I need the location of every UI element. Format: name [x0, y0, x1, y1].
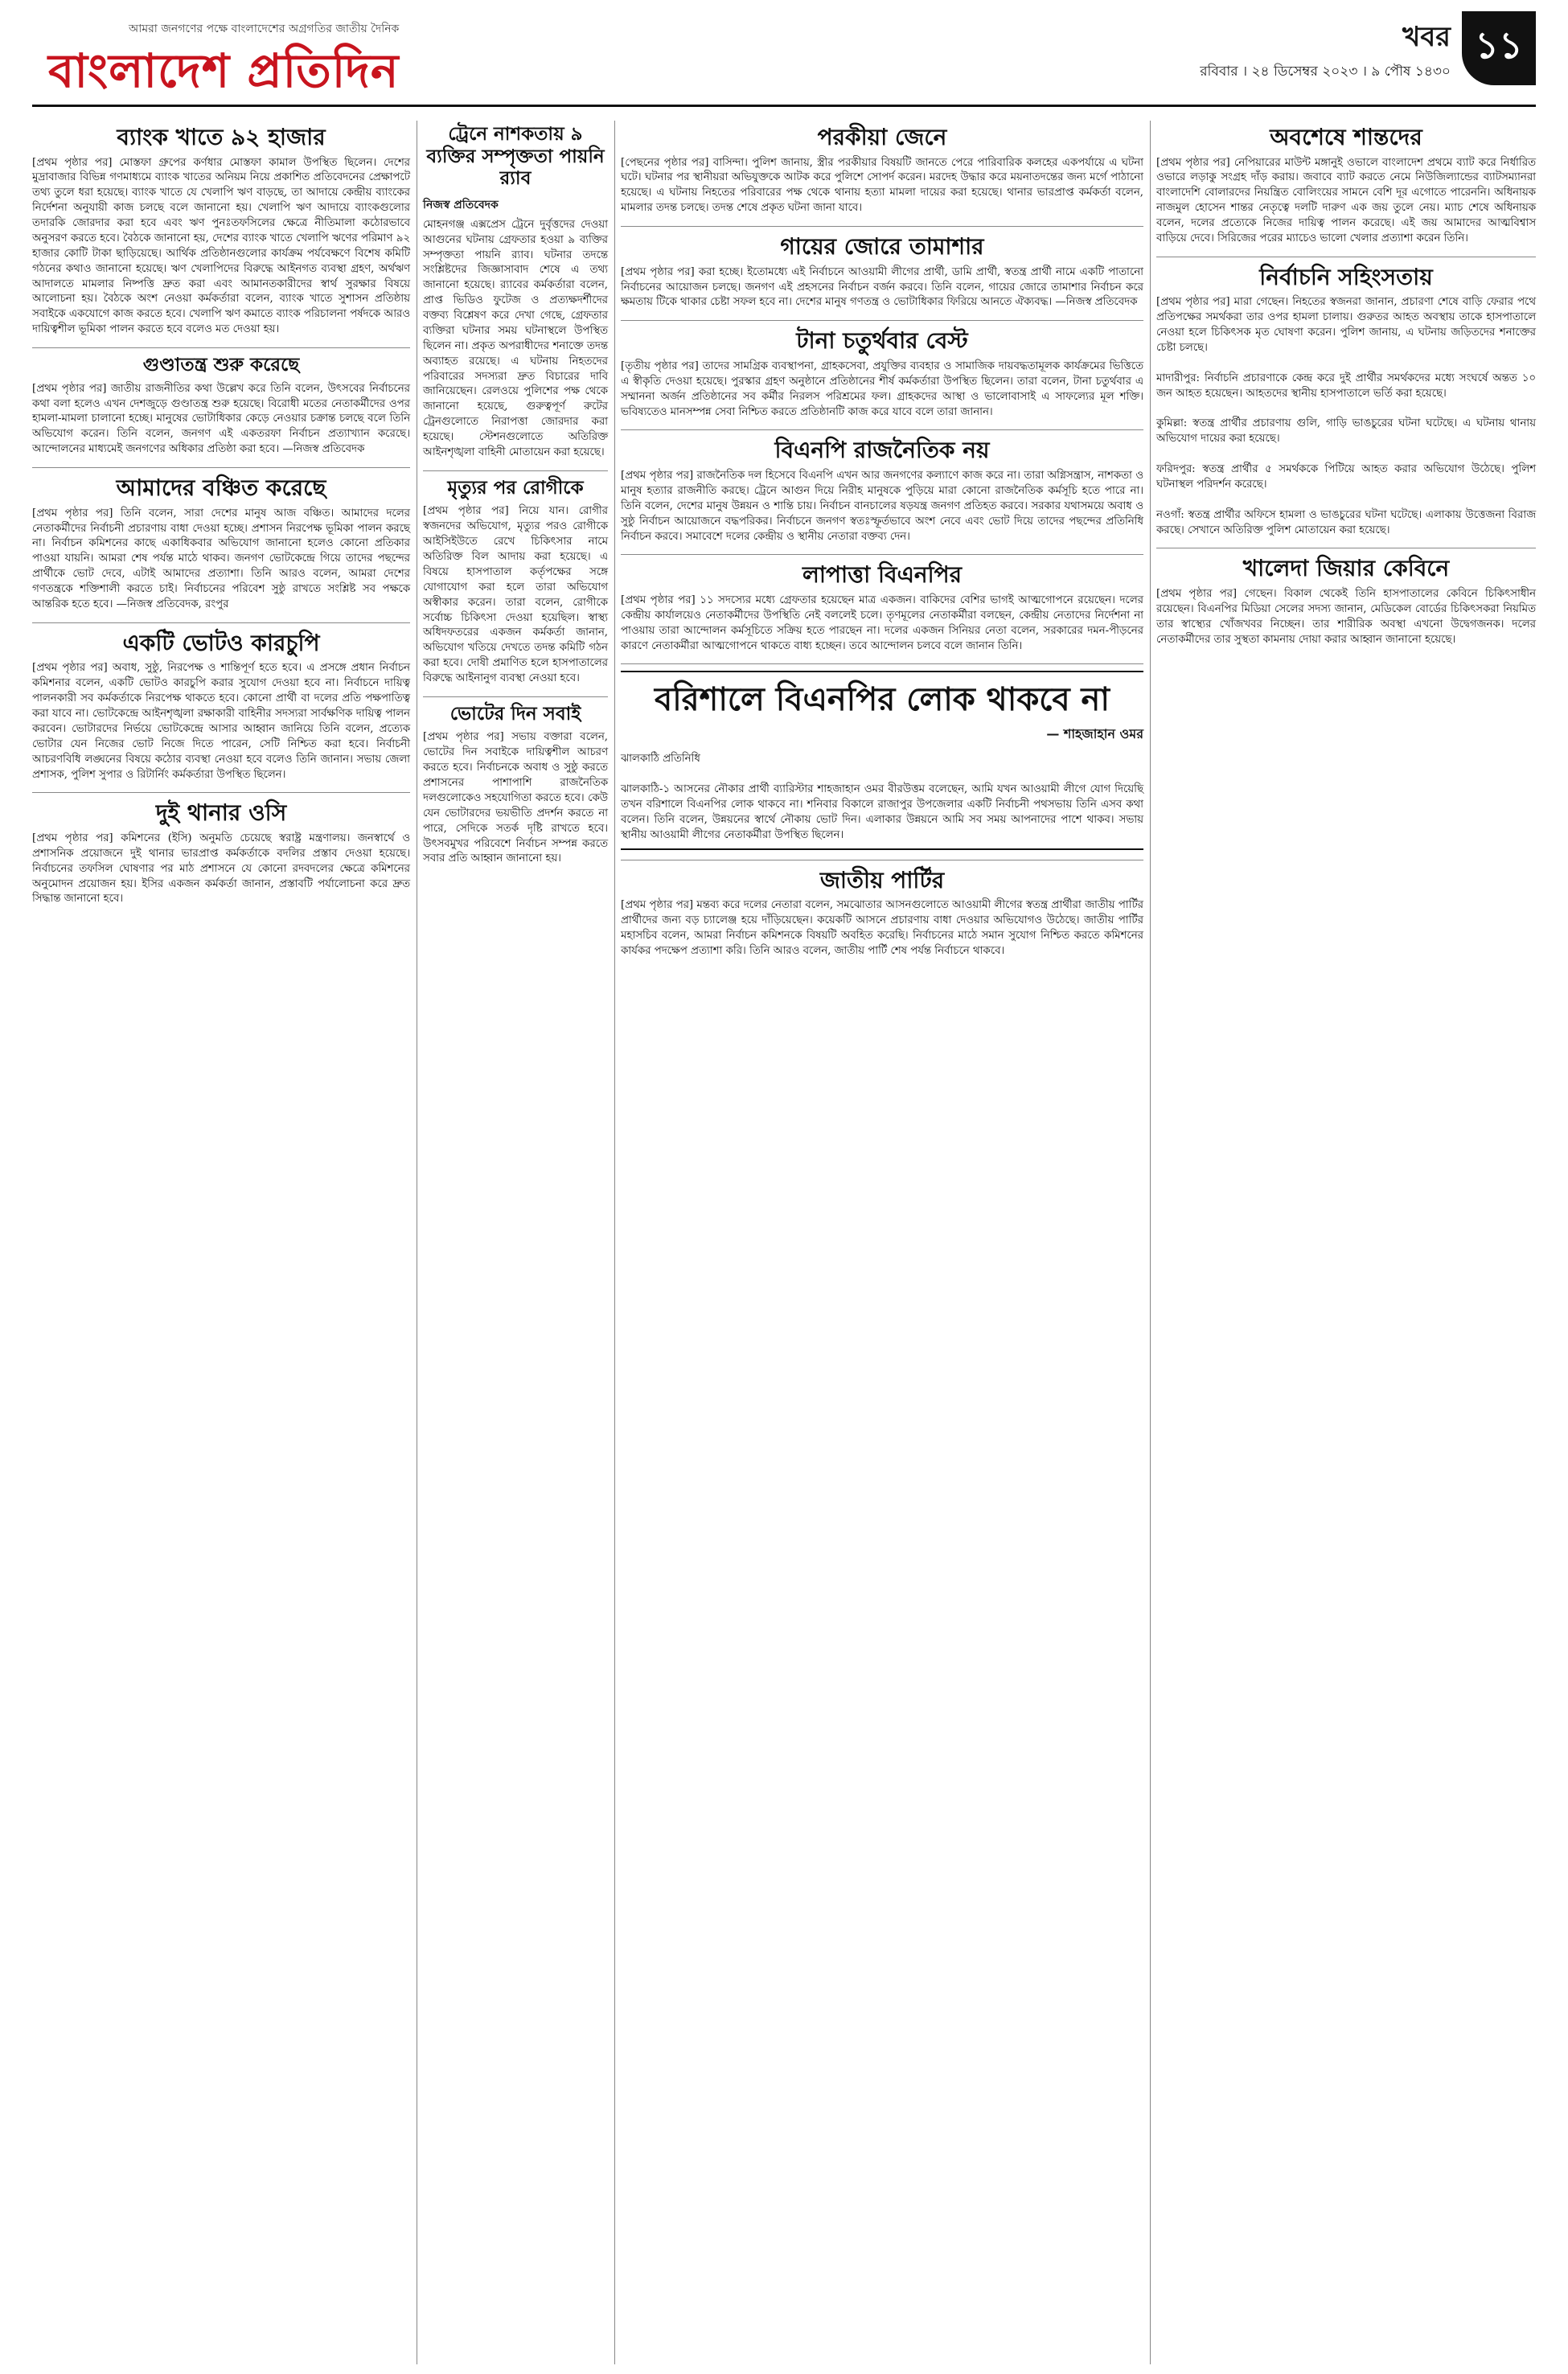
- column-divider: [614, 121, 615, 2364]
- article-divider: [621, 554, 1143, 555]
- logo-tagline: আমরা জনগণের পক্ষে বাংলাদেশের অগ্রগতির জাতীয় দৈনিক: [129, 23, 400, 35]
- article-body: [প্রথম পৃষ্ঠার পর] রাজনৈতিক দল হিসেবে বিএনপি এখন আর জনগণের কল্যাণে কাজ করে না। তারা অগ্নিসন্ত্রাস, নাশকতা ও মানুষ হত্যার রাজনীতি করছে। ট্রেনে আগুন দিয়ে নিরীহ মানুষকে পুড়িয়ে মারা কোনো রাজনৈতিক কর্মসূচি হতে পারে না। তিনি বলেন, দেশের মানুষ উন্নয়ন ও শান্তি চায়। নির্বাচন বানচালের ষড়যন্ত্র জনগণ প্রতিহত করবে। সরকার যথাসময়ে অবাধ ও সুষ্ঠু নির্বাচন আয়োজনে বদ্ধপরিকর। নির্বাচনে জনগণ স্বতঃস্ফূর্তভাবে অংশ নেবে এবং ভোট দিয়ে তাদের পছন্দের প্রতিনিধি নির্বাচন করবে। সমাবেশে দলের কেন্দ্রীয় ও স্থানীয় নেতারা বক্তব্য দেন।: [621, 470, 1143, 543]
- article-body: [প্রথম পৃষ্ঠার পর] অবাধ, সুষ্ঠু, নিরপেক্ষ ও শান্তিপূর্ণ হতে হবে। এ প্রসঙ্গে প্রধান নির্বাচন কমিশনার বলেন, একটি ভোটও কারচুপি করার সুযোগ দেওয়া হবে না। নির্বাচনে দায়িত্ব পালনকারী সব কর্মকর্তাকে নিরপেক্ষ থাকতে হবে। কোনো প্রার্থী বা দলের প্রতি পক্ষপাতিত্ব করা যাবে না। ভোটকেন্দ্রে আইনশৃঙ্খলা রক্ষাকারী বাহিনীর সদস্যরা সার্বক্ষণিক দায়িত্ব পালন করবেন। ভোটারদের নির্ভয়ে ভোটকেন্দ্রে আসার আহ্বান জানিয়ে তিনি বলেন, প্রত্যেক ভোটার যেন নিজের ভোট নিজে দিতে পারেন, সেটি নিশ্চিত করা হবে। নির্বাচনী আচরণবিধি লঙ্ঘনের বিষয়ে কঠোর ব্যবস্থা নেওয়া হবে বলেও তিনি জানান। সভায় জেলা প্রশাসক, পুলিশ সুপার ও রিটার্নিং কর্মকর্তারা উপস্থিত ছিলেন।: [32, 662, 411, 781]
- article-bank-default[interactable]: [32, 124, 410, 338]
- article-divider: [621, 226, 1143, 227]
- article-headline: খালেদা জিয়ার কেবিনে: [1242, 555, 1450, 582]
- article-headline: গুণ্ডাতন্ত্র শুরু করেছে: [142, 355, 300, 376]
- article-body: [প্রথম পৃষ্ঠার পর] সভায় বক্তারা বলেন, ভোটের দিন সবাইকে দায়িত্বশীল আচরণ করতে হবে। নির্বাচনকে অবাধ ও সুষ্ঠু করতে প্রশাসনের পাশাপাশি রাজনৈতিক দলগুলোকেও সহযোগিতা করতে হবে। কেউ যেন ভোটারদের ভয়ভীতি প্রদর্শন করতে না পারে, সেদিকে সতর্ক দৃষ্টি রাখতে হবে। উৎসবমুখর পরিবেশে নির্বাচন সম্পন্ন করতে সবার প্রতি আহ্বান জানানো হয়।: [423, 731, 608, 865]
- article-body: ঝালকাঠি প্রতিনিধি ঝালকাঠি-১ আসনের নৌকার প্রার্থী ব্যারিস্টার শাহজাহান ওমর বীরউত্তম বলেছেন, আমি যখন আওয়ামী লীগে যোগ দিয়েছি তখন বরিশালে বিএনপির লোক থাকবে না। শনিবার বিকালে রাজাপুর উপজেলার একটি নির্বাচনী পথসভায় তিনি এসব কথা বলেন। তিনি বলেন, উন্নয়নের স্বার্থে নৌকায় ভোট দিন। এলাকার উন্নয়নে আমি সব সময় আপনাদের পাশে থাকব। সভায় স্থানীয় আওয়ামী লীগের নেতাকর্মীরা উপস্থিত ছিলেন।: [621, 753, 1143, 841]
- article-headline: একটি ভোটও কারচুপি: [122, 629, 320, 656]
- article-patient-death[interactable]: [423, 478, 608, 687]
- article-body: [প্রথম পৃষ্ঠার পর] কমিশনের (ইসি) অনুমতি চেয়েছে স্বরাষ্ট্র মন্ত্রণালয়। জনস্বার্থে ও প্রশাসনিক প্রয়োজনে দুই থানার ভারপ্রাপ্ত কর্মকর্তাকে বদলির প্রস্তাব দেওয়া হয়েছে। নির্বাচনের তফসিল ঘোষণার পর মাঠ প্রশাসনে যে কোনো রদবদলের ক্ষেত্রে কমিশনের অনুমোদন প্রয়োজন হয়। ইসির একজন কর্মকর্তা জানান, প্রস্তাবটি পর্যালোচনা করে দ্রুত সিদ্ধান্ত জানানো হবে।: [32, 832, 410, 906]
- article-body: [প্রথম পৃষ্ঠার পর] মারা গেছেন। নিহতের স্বজনরা জানান, প্রচারণা শেষে বাড়ি ফেরার পথে প্রতিপক্ষের সমর্থকরা তার ওপর হামলা চালায়। গুরুতর আহত অবস্থায় তাকে হাসপাতালে নেওয়া হলে চিকিৎসক মৃত ঘোষণা করেন। পুলিশ জানায়, এ ঘটনায় জড়িতদের শনাক্তের চেষ্টা চলছে। মাদারীপুর: নির্বাচনি প্রচারণাকে কেন্দ্র করে দুই প্রার্থীর সমর্থকদের মধ্যে সংঘর্ষে অন্তত ১০ জন আহত হয়েছেন। আহতদের স্থানীয় হাসপাতালে ভর্তি করা হয়েছে। কুমিল্লা: স্বতন্ত্র প্রার্থীর প্রচারণায় গুলি, গাড়ি ভাঙচুরের ঘটনা ঘটেছে। এ ঘটনায় থানায় অভিযোগ দায়ের করা হয়েছে। ফরিদপুর: স্বতন্ত্র প্রার্থীর ৫ সমর্থককে পিটিয়ে আহত করার অভিযোগ উঠেছে। পুলিশ ঘটনাস্থল পরিদর্শন করেছে। নওগাঁ: স্বতন্ত্র প্রার্থীর অফিসে হামলা ও ভাঙচুরের ঘটনা ঘটেছে। এলাকায় উত্তেজনা বিরাজ করছে। সেখানে অতিরিক্ত পুলিশ মোতায়েন করা হয়েছে।: [1156, 296, 1536, 536]
- article-divider: [621, 320, 1143, 321]
- article-body: [প্রথম পৃষ্ঠার পর] নেপিয়ারের মাউন্ট মঙ্গানুই ওভালে বাংলাদেশ প্রথমে ব্যাট করে নির্ধারিত ওভারে লড়াকু সংগ্রহ দাঁড় করায়। জবাবে ব্যাট করতে নেমে নিউজিল্যান্ডের ব্যাটসম্যানরা বাংলাদেশি বোলারদের নিয়ন্ত্রিত বোলিংয়ের সামনে বেশি দূর এগোতে পারেননি। অধিনায়ক নাজমুল হোসেন শান্তর নেতৃত্বে দলটি দারুণ এক জয় তুলে নেয়। ম্যাচ শেষে অধিনায়ক বলেন, দলের প্রত্যেকে নিজের দায়িত্ব পালন করেছে। এই জয় আমাদের আত্মবিশ্বাস বাড়িয়ে দেবে। সিরিজের পরের ম্যাচেও ভালো খেলার প্রত্যাশা করেন তিনি।: [1156, 156, 1536, 244]
- article-byline: নিজস্ব প্রতিবেদক: [423, 198, 499, 212]
- article-deprived[interactable]: [32, 474, 410, 613]
- article-no-rigging[interactable]: [32, 630, 410, 783]
- article-khaleda-cabin[interactable]: [1156, 555, 1536, 647]
- article-shanto-win[interactable]: [1156, 124, 1536, 247]
- article-bnp-not-political[interactable]: [621, 437, 1143, 544]
- article-divider: [621, 663, 1143, 664]
- article-body: [প্রথম পৃষ্ঠার পর] গেছেন। বিকাল থেকেই তিনি হাসপাতালের কেবিনে চিকিৎসাধীন রয়েছেন। বিএনপির মিডিয়া সেলের সদস্য জানান, মেডিকেল বোর্ডের চিকিৎসকরা নিয়মিত তার স্বাস্থ্যের খোঁজখবর নিচ্ছেন। তার শারীরিক অবস্থা এখনো উদ্বেগজনক। দলের নেতাকর্মীদের তার সুস্থতা কামনায় দোয়া করার আহ্বান জানানো হয়েছে।: [1156, 588, 1536, 646]
- column-4: [1156, 121, 1536, 658]
- article-voting-day[interactable]: [423, 704, 608, 867]
- article-train-arson[interactable]: [423, 124, 608, 461]
- newspaper-logo[interactable]: [32, 11, 400, 101]
- article-headline: আমাদের বঞ্চিত করেছে: [116, 474, 326, 502]
- article-headline: জাতীয় পার্টির: [819, 866, 945, 893]
- article-headline: টানা চতুর্থবার বেস্ট: [796, 327, 968, 355]
- article-headline: পরকীয়া জেনে: [817, 124, 947, 150]
- article-divider: [621, 429, 1143, 430]
- article-divider: [423, 470, 608, 471]
- article-divider: [32, 467, 410, 468]
- article-divider: [423, 696, 608, 697]
- newspaper-name: বাংলাদেশ প্রতিদিন: [48, 43, 400, 98]
- article-headline: ভোটের দিন সবাই: [449, 703, 581, 725]
- article-headline: বিএনপি রাজনৈতিক নয়: [774, 437, 990, 464]
- article-farce[interactable]: [621, 233, 1143, 310]
- article-headline: বরিশালে বিএনপির লোক থাকবে না: [654, 681, 1110, 719]
- article-body: [পেছনের পৃষ্ঠার পর] বাসিন্দা। পুলিশ জানায়, স্ত্রীর পরকীয়ার বিষয়টি জানতে পেরে পারিবারিক কলহের একপর্যায়ে এ ঘটনা ঘটে। ঘটনার পর স্থানীয়রা অভিযুক্তকে আটক করে পুলিশে সোপর্দ করেন। মরদেহ উদ্ধার করে ময়নাতদন্তের জন্য মর্গে পাঠানো হয়েছে। এ ঘটনায় নিহতের পরিবারের পক্ষ থেকে থানায় হত্যা মামলা দায়ের করা হয়েছে। থানার ভারপ্রাপ্ত কর্মকর্তা বলেন, মামলার তদন্ত চলছে। তদন্ত শেষে প্রকৃত ঘটনা জানা যাবে।: [621, 156, 1143, 215]
- article-body: [প্রথম পৃষ্ঠার পর] ১১ সদস্যের মধ্যে গ্রেফতার হয়েছেন মাত্র একজন। বাকিদের বেশির ভাগই আত্মগোপনে রয়েছেন। দলের কেন্দ্রীয় কার্যালয়েও নেতাকর্মীদের উপস্থিতি নেই বললেই চলে। তৃণমূলের নেতাকর্মীরা বলছেন, কেন্দ্রীয় নেতাদের নির্দেশনা না পাওয়ায় তারা আন্দোলন কর্মসূচিতে সক্রিয় হতে পারছেন না। দলের একজন সিনিয়র নেতা বলেন, সরকারের দমন-পীড়নের কারণে নেতাকর্মীরা আত্মগোপনে থাকতে বাধ্য হচ্ছেন। তবে আন্দোলন চলবে বলে জানান তিনি।: [621, 594, 1143, 652]
- article-headline: লাপাত্তা বিএনপির: [802, 561, 963, 589]
- article-barishal-bnp[interactable]: [621, 671, 1143, 849]
- column-1: [32, 121, 410, 917]
- article-two-oc[interactable]: [32, 799, 410, 907]
- masthead: [32, 11, 1536, 101]
- article-body: [প্রথম পৃষ্ঠার পর] মোস্তফা গ্রুপের কর্ণধার মোস্তফা কামাল উপস্থিত ছিলেন। দেশের মুদ্রাবাজার বিভিন্ন গণমাধ্যমে ব্যাংক খাতের অনিয়ম নিয়ে প্রকাশিত প্রতিবেদনের প্রেক্ষাপটে তথ্য তুলে ধরা হয়েছে। ব্যাংক খাতে যে খেলাপি ঋণ বাড়ছে, তা আদায়ে কেন্দ্রীয় ব্যাংকের নির্দেশনা অনুযায়ী কাজ চলছে বলে জানানো হয়। খেলাপি ঋণ আদায়ে ব্যাংকগুলোর তদারকি জোরদার করা হবে এবং ঋণ পুনঃতফসিলের ক্ষেত্রে নীতিমালা কঠোরভাবে অনুসরণ করতে হবে। বৈঠকে জানানো হয়, দেশের ব্যাংক খাতে খেলাপি ঋণের পরিমাণ ৯২ হাজার কোটি টাকা ছাড়িয়েছে। আর্থিক প্রতিষ্ঠানগুলোর কার্যক্রম পর্যবেক্ষণে বিশেষ কমিটি গঠনের কথাও জানানো হয়েছে। ঋণ খেলাপিদের বিরুদ্ধে আইনগত ব্যবস্থা গ্রহণ, অর্থঋণ আদালতে মামলার নিষ্পত্তি দ্রুত করা এবং আমানতকারীদের স্বার্থ সুরক্ষার বিষয়ে আলোচনা হয়। বৈঠকে অংশ নেওয়া কর্মকর্তারা বলেন, ব্যাংক খাতে সুশাসন প্রতিষ্ঠায় সবাইকে একযোগে কাজ করতে হবে। খেলাপি ঋণ কমাতে ব্যাংক পরিচালনা পর্ষদকে আরও দায়িত্বশীল ভূমিকা পালন করতে হবে বলেও মত দেওয়া হয়।: [32, 156, 410, 336]
- column-2: [423, 121, 608, 877]
- article-affair[interactable]: [621, 124, 1143, 216]
- article-jatiya-party[interactable]: [621, 867, 1143, 959]
- article-headline: গায়ের জোরে তামাশার: [780, 233, 984, 261]
- article-body: মোহনগঞ্জ এক্সপ্রেস ট্রেনে দুর্বৃত্তদের দেওয়া আগুনের ঘটনায় গ্রেফতার হওয়া ৯ ব্যক্তির সম্পৃক্ততা পায়নি র‍্যাব। ঘটনার তদন্তে সংশ্লিষ্টদের জিজ্ঞাসাবাদ শেষে এ তথ্য জানানো হয়েছে। র‍্যাবের কর্মকর্তারা বলেন, প্রাপ্ত ভিডিও ফুটেজ ও প্রত্যক্ষদর্শীদের বক্তব্য বিশ্লেষণ করে দেখা গেছে, গ্রেফতার ব্যক্তিরা ঘটনার সময় ঘটনাস্থলে উপস্থিত ছিলেন না। প্রকৃত অপরাধীদের শনাক্তে তদন্ত অব্যাহত রয়েছে। এ ঘটনায় নিহতদের পরিবারের সদস্যরা দ্রুত বিচারের দাবি জানিয়েছেন। রেলওয়ে পুলিশের পক্ষ থেকে জানানো হয়েছে, গুরুত্বপূর্ণ রুটের ট্রেনগুলোতে নিরাপত্তা জোরদার করা হয়েছে। স্টেশনগুলোতে অতিরিক্ত আইনশৃঙ্খলা বাহিনী মোতায়েন করা হয়েছে।: [423, 218, 608, 458]
- page-number-badge: ১১: [1462, 11, 1536, 85]
- article-quote-attribution: — শাহজাহান ওমর: [1046, 726, 1143, 742]
- dateline: রবিবার । ২৪ ডিসেম্বর ২০২৩ । ৯ পৌষ ১৪৩০: [1200, 64, 1451, 80]
- article-divider: [32, 622, 410, 623]
- article-body: [প্রথম পৃষ্ঠার পর] তিনি বলেন, সারা দেশের মানুষ আজ বঞ্চিত। আমাদের দলের নেতাকর্মীদের নির্বাচনী প্রচারণায় বাধা দেওয়া হচ্ছে। প্রশাসন নিরপেক্ষ ভূমিকা পালন করছে না। নির্বাচন কমিশনের কাছে একাধিকবার অভিযোগ জানানো হলেও কোনো প্রতিকার পাওয়া যায়নি। আমরা শেষ পর্যন্ত মাঠে থাকব। জনগণ ভোটকেন্দ্রে গিয়ে তাদের পছন্দের প্রার্থীকে ভোট দেবে, এটাই আমাদের প্রত্যাশা। তিনি আরও বলেন, আমরা দেশের গণতন্ত্রকে শক্তিশালী করতে চাই। নির্বাচনের পরিবেশ সুষ্ঠু রাখতে সংশ্লিষ্ট সব পক্ষকে আন্তরিক হতে হবে। —নিজস্ব প্রতিবেদক, রংপুর: [32, 507, 410, 610]
- article-body: [প্রথম পৃষ্ঠার পর] নিয়ে যান। রোগীর স্বজনদের অভিযোগ, মৃত্যুর পরও রোগীকে আইসিইউতে রেখে চিকিৎসার নামে অতিরিক্ত বিল আদায় করা হয়েছে। এ বিষয়ে হাসপাতাল কর্তৃপক্ষের সঙ্গে যোগাযোগ করা হলে তারা অভিযোগ অস্বীকার করেন। তারা বলেন, রোগীকে সর্বোচ্চ চিকিৎসা দেওয়া হয়েছিল। স্বাস্থ্য অধিদফতরের একজন কর্মকর্তা জানান, অভিযোগ খতিয়ে দেখতে তদন্ত কমিটি গঠন করা হবে। দোষী প্রমাণিত হলে হাসপাতালের বিরুদ্ধে আইনানুগ ব্যবস্থা নেওয়া হবে।: [423, 505, 608, 684]
- article-bnp-missing[interactable]: [621, 561, 1143, 654]
- article-fourth-best[interactable]: [621, 327, 1143, 420]
- article-headline: অবশেষে শান্তদের: [1270, 124, 1422, 150]
- article-headline: নির্বাচনি সহিংসতায়: [1259, 263, 1433, 290]
- article-headline: মৃত্যুর পর রোগীকে: [447, 477, 584, 499]
- column-3: [621, 121, 1143, 969]
- article-divider: [32, 792, 410, 793]
- article-headline: দুই থানার ওসি: [155, 799, 287, 827]
- column-divider: [1150, 121, 1151, 2364]
- article-body: [প্রথম পৃষ্ঠার পর] করা হচ্ছে। ইতোমধ্যে এই নির্বাচনে আওয়ামী লীগের প্রার্থী, ডামি প্রার্থী, স্বতন্ত্র প্রার্থী নামে একটি পাতানো নির্বাচনের আয়োজন চলছে। জনগণ এই প্রহসনের নির্বাচন বর্জন করবে। তিনি বলেন, গায়ের জোরে তামাশার নির্বাচন করে ক্ষমতায় টিকে থাকার চেষ্টা সফল হবে না। দেশের মানুষ গণতন্ত্র ও ভোটাধিকার ফিরিয়ে আনতে ঐক্যবদ্ধ। —নিজস্ব প্রতিবেদক: [621, 265, 1143, 309]
- article-headline: ব্যাংক খাতে ৯২ হাজার: [117, 124, 326, 150]
- section-label: খবর: [1402, 21, 1451, 53]
- article-body: [প্রথম পৃষ্ঠার পর] মন্তব্য করে দলের নেতারা বলেন, সমঝোতার আসনগুলোতে আওয়ামী লীগের স্বতন্ত্র প্রার্থীরা জাতীয় পার্টির প্রার্থীদের জন্য বড় চ্যালেঞ্জ হয়ে দাঁড়িয়েছেন। কয়েকটি আসনে প্রচারণায় বাধা দেওয়ার অভিযোগও উঠেছে। জাতীয় পার্টির মহাসচিব বলেন, আমরা নির্বাচন কমিশনকে বিষয়টি অবহিত করেছি। নির্বাচনের মাঠে সমান সুযোগ নিশ্চিত করতে কমিশনের কার্যকর পদক্ষেপ প্রত্যাশা করি। তিনি আরও বলেন, জাতীয় পার্টি শেষ পর্যন্ত নির্বাচনে থাকবে।: [621, 899, 1143, 957]
- article-election-violence[interactable]: [1156, 264, 1536, 539]
- article-headline: ট্রেনে নাশকতায় ৯ ব্যক্তির সম্পৃক্ততা পায়নি র‍্যাব: [426, 124, 605, 190]
- article-divider: [32, 347, 410, 348]
- article-goonda[interactable]: [32, 355, 410, 458]
- masthead-divider: [32, 105, 1536, 107]
- article-body: [প্রথম পৃষ্ঠার পর] জাতীয় রাজনীতির কথা উল্লেখ করে তিনি বলেন, উৎসবের নির্বাচনের কথা বলা হলেও এখন দেশজুড়ে গুণ্ডাতন্ত্র শুরু হয়েছে। বিরোধী মতের নেতাকর্মীদের ওপর হামলা-মামলা চালানো হচ্ছে। মানুষের ভোটাধিকার কেড়ে নেওয়ার চক্রান্ত চলছে বলে তিনি অভিযোগ করেন। তিনি বলেন, জনগণ এই একতরফা নির্বাচন প্রত্যাখ্যান করেছে। আন্দোলনের মাধ্যমেই জনগণের অধিকার প্রতিষ্ঠা করা হবে। —নিজস্ব প্রতিবেদক: [32, 382, 410, 456]
- article-body: [তৃতীয় পৃষ্ঠার পর] তাদের সামগ্রিক ব্যবস্থাপনা, গ্রাহকসেবা, প্রযুক্তির ব্যবহার ও সামাজিক দায়বদ্ধতামূলক কার্যক্রমের ভিত্তিতে এ স্বীকৃতি দেওয়া হয়েছে। পুরস্কার গ্রহণ অনুষ্ঠানে প্রতিষ্ঠানের শীর্ষ কর্মকর্তারা উপস্থিত ছিলেন। তারা বলেন, টানা চতুর্থবার এ সম্মাননা অর্জন প্রতিষ্ঠানের সব কর্মীর নিরলস পরিশ্রমের ফল। গ্রাহকদের আস্থা ও ভালোবাসাই এ সাফল্যের মূল শক্তি। ভবিষ্যতেও মানসম্পন্ন সেবা নিশ্চিত করতে প্রতিষ্ঠানটি কাজ করে যাবে বলে তারা জানান।: [621, 359, 1143, 418]
